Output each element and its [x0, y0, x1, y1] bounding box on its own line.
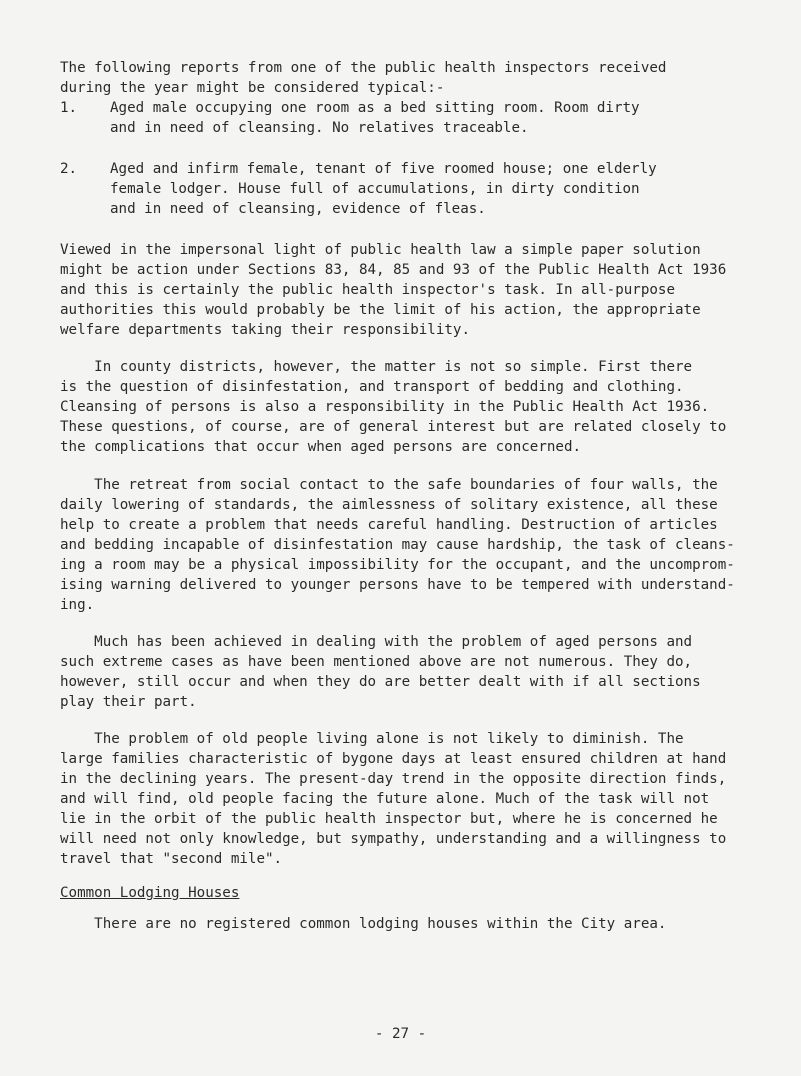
text-line: in the declining years. The present-day trend in the opposite direction finds, — [60, 771, 727, 787]
text-line: Aged male occupying one room as a bed sitting room. Room dirty — [110, 100, 640, 116]
text-line: The problem of old people living alone is not likely to diminish. The — [60, 731, 684, 747]
text-line: ing a room may be a physical impossibility for the occupant, and the uncomprom- — [60, 557, 735, 573]
item-number: 2. — [60, 161, 78, 177]
text-line: In county districts, however, the matter is not so simple. First there — [60, 359, 693, 375]
paragraph — [60, 475, 770, 615]
paragraph — [60, 729, 770, 869]
text-line: The retreat from social contact to the safe boundaries of four walls, the — [60, 477, 718, 493]
text-line: Cleansing of persons is also a responsibility in the Public Health Act 1936. — [60, 399, 710, 415]
paragraph — [60, 357, 770, 457]
text-line: and bedding incapable of disinfestation may cause hardship, the task of cleans- — [60, 537, 735, 553]
text-line: These questions, of course, are of general interest but are related closely to — [60, 419, 727, 435]
text-line: and will find, old people facing the future alone. Much of the task will not — [60, 791, 710, 807]
intro-paragraph — [60, 58, 770, 98]
item-number: 1. — [60, 100, 78, 116]
text-line: however, still occur and when they do are better dealt with if all sections — [60, 674, 701, 690]
text-line: might be action under Sections 83, 84, 85 and 93 of the Public Health Act 1936 — [60, 262, 727, 278]
paragraph — [60, 632, 770, 712]
text-line: welfare departments taking their responsibility. — [60, 322, 470, 338]
text-line: Aged and infirm female, tenant of five roomed house; one elderly — [110, 161, 657, 177]
text-line: large families characteristic of bygone days at least ensured children at hand — [60, 751, 727, 767]
text-line: daily lowering of standards, the aimlessness of solitary existence, all these — [60, 497, 718, 513]
text-line: travel that "second mile". — [60, 851, 283, 867]
text-line: such extreme cases as have been mentioned above are not numerous. They do, — [60, 654, 693, 670]
text-line: and in need of cleansing. No relatives traceable. — [110, 120, 529, 136]
text-line: authorities this would probably be the limit of his action, the appropriate — [60, 302, 701, 318]
text-line: play their part. — [60, 694, 197, 710]
text-line: female lodger. House full of accumulations, in dirty condition — [110, 181, 640, 197]
text-line: ising warning delivered to younger persons have to be tempered with understand- — [60, 577, 735, 593]
text-line: The following reports from one of the public health inspectors received — [60, 60, 667, 76]
text-line: and this is certainly the public health inspector's task. In all-purpose — [60, 282, 675, 298]
text-line: There are no registered common lodging houses within the City area. — [60, 916, 667, 932]
text-line: lie in the orbit of the public health inspector but, where he is concerned he — [60, 811, 718, 827]
text-line: is the question of disinfestation, and transport of bedding and clothing. — [60, 379, 684, 395]
text-line: Much has been achieved in dealing with the problem of aged persons and — [60, 634, 693, 650]
page-number: - 27 - — [374, 1026, 427, 1042]
text-line: help to create a problem that needs careful handling. Destruction of articles — [60, 517, 718, 533]
text-line: ing. — [60, 597, 95, 613]
text-line: during the year might be considered typical:- — [60, 80, 445, 96]
text-line: and in need of cleansing, evidence of fleas. — [110, 201, 486, 217]
section-heading: Common Lodging Houses — [60, 885, 240, 901]
text-line: will need not only knowledge, but sympathy, understanding and a willingness to — [60, 831, 727, 847]
text-line: Viewed in the impersonal light of public health law a simple paper solution — [60, 242, 701, 258]
paragraph — [60, 240, 770, 340]
paragraph — [60, 914, 770, 934]
text-line: the complications that occur when aged persons are concerned. — [60, 439, 582, 455]
